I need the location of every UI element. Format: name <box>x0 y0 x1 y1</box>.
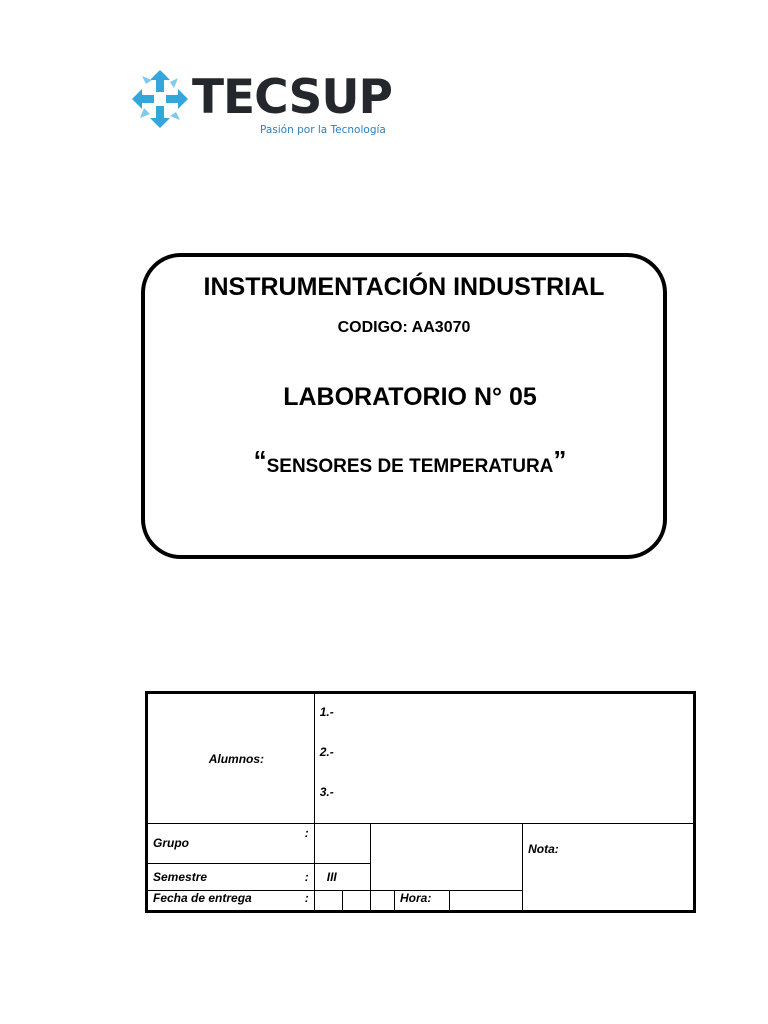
brand-tagline: Pasión por la Tecnología <box>260 124 386 136</box>
blank-cell <box>370 824 522 891</box>
grade-label: Nota: <box>528 842 559 856</box>
tecsup-emblem-icon <box>130 68 190 130</box>
time-label: Hora: <box>395 891 450 912</box>
group-row <box>147 824 695 864</box>
students-row <box>147 693 695 824</box>
student-info-form <box>145 691 696 913</box>
students-list <box>314 693 694 824</box>
student-entry-1[interactable]: 1.- <box>319 705 334 719</box>
student-entry-3[interactable]: 3.- <box>319 785 334 799</box>
group-label: Grupo <box>153 836 189 850</box>
semester-colon: : <box>304 870 309 884</box>
date-year-cell[interactable] <box>370 891 394 912</box>
student-entry-2[interactable]: 2.- <box>319 745 334 759</box>
date-label-cell <box>147 891 315 912</box>
course-code: CODIGO: AA3070 <box>337 319 471 336</box>
course-title: INSTRUMENTACIÓN INDUSTRIAL <box>203 273 605 301</box>
group-value[interactable] <box>314 824 370 864</box>
close-quote: ” <box>553 445 567 475</box>
lab-topic <box>151 445 669 478</box>
semester-value: III <box>314 864 370 891</box>
lab-topic-text: SENSORES DE TEMPERATURA <box>266 456 554 477</box>
semester-label-cell <box>147 864 315 891</box>
students-label: Alumnos: <box>147 693 315 824</box>
date-month-cell[interactable] <box>343 891 370 912</box>
group-colon: : <box>304 826 309 840</box>
time-value[interactable] <box>449 891 522 912</box>
cover-title-box <box>141 253 667 559</box>
grade-cell <box>523 824 695 912</box>
brand-name: TECSUP <box>192 70 392 125</box>
lab-number: LABORATORIO N° 05 <box>283 383 537 411</box>
date-day-cell[interactable] <box>314 891 342 912</box>
group-label-cell <box>147 824 315 864</box>
open-quote: “ <box>253 445 267 475</box>
tecsup-logo <box>130 66 392 142</box>
date-label: Fecha de entrega <box>153 891 252 905</box>
date-colon: : <box>304 891 309 905</box>
semester-label: Semestre <box>153 870 208 884</box>
